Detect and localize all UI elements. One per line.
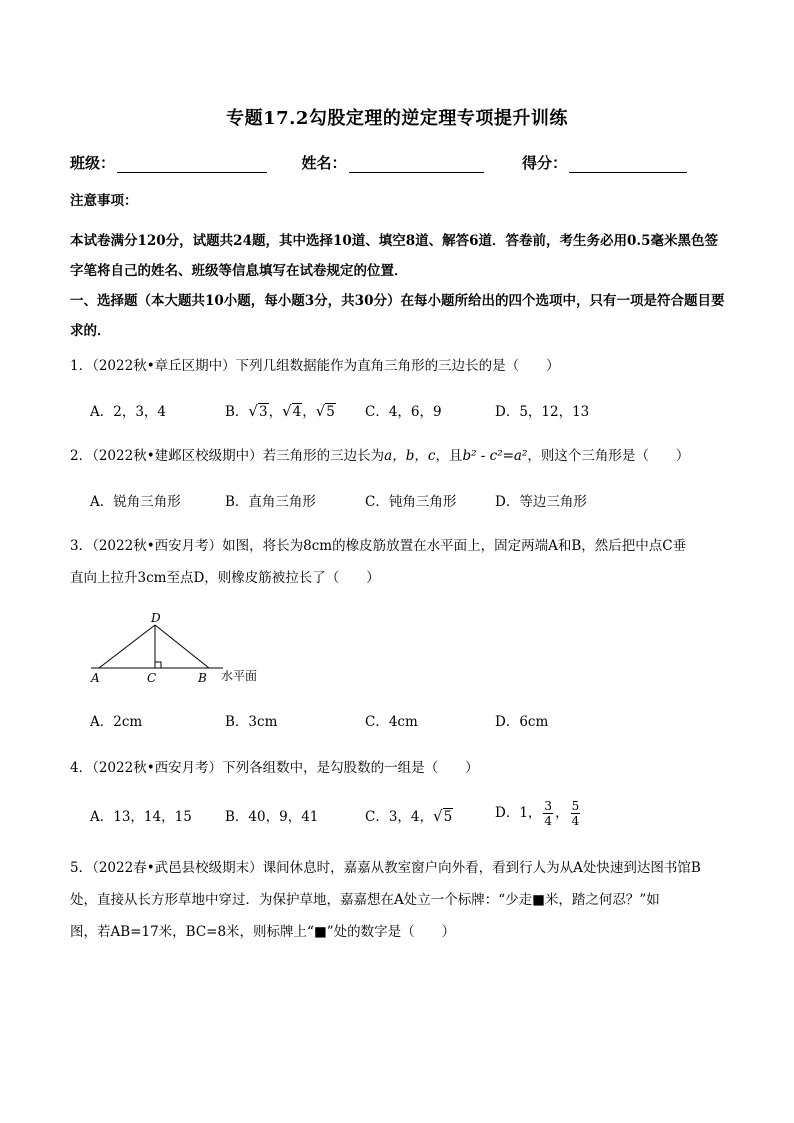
question-2-options — [90, 490, 730, 512]
name-label: 姓名： — [301, 154, 347, 172]
q4-option-b[interactable]: B．40，9，41 — [225, 809, 319, 825]
q3-option-c[interactable]: C．4cm — [365, 714, 418, 730]
question-3-line-2: 直向上拉升3cm至点D，则橡皮筋被拉长了（ ） — [70, 570, 380, 586]
q1-option-d[interactable]: D．5，12，13 — [495, 404, 590, 420]
score-blank[interactable] — [569, 157, 687, 173]
q2-option-d[interactable]: D．等边三角形 — [495, 494, 587, 510]
fraction-3-4: $\frac{3}{4}$ — [544, 799, 553, 828]
student-info-row — [70, 152, 687, 173]
question-4-stem: 4．（2022秋•西安月考）下列各组数中，是勾股数的一组是（ ） — [70, 760, 479, 776]
q1-option-b[interactable]: B．√3，√4，√5 — [225, 402, 335, 420]
q3-option-a[interactable]: A．2cm — [90, 714, 143, 730]
question-4-options — [90, 799, 730, 839]
label-surface: 水平面 — [221, 669, 258, 683]
q4-option-a[interactable]: A．13，14，15 — [90, 809, 192, 825]
question-1-stem: 1．（2022秋•章丘区期中）下列几组数据能作为直角三角形的三边长的是（ ） — [70, 358, 560, 374]
q1-b-prefix: B． — [225, 404, 249, 420]
q3-option-d[interactable]: D．6cm — [495, 714, 549, 730]
q4-option-c[interactable]: C．3，4，√5 — [365, 807, 453, 825]
notice-text: 本试卷满分120分，试题共24题，其中选择10道、填空8道、解答6道．答卷前，考生务必用0.5毫米黑色签字笔将自己的姓名、班级等信息填写在试卷规定的位置． — [70, 233, 719, 279]
class-label: 班级： — [70, 154, 116, 172]
q2-vars: a，b，c — [384, 448, 436, 464]
q4-option-d[interactable]: D．1， $\frac{3}{4}$ ， $\frac{5}{4}$ — [495, 799, 580, 828]
question-3-options — [90, 710, 730, 732]
question-5-line-2: 处，直接从长方形草地中穿过．为保护草地，嘉嘉想在A处立一个标牌：“少走■米，踏之何忍？”如 — [70, 892, 660, 908]
score-label: 得分： — [521, 154, 567, 172]
right-angle-mark — [155, 662, 161, 668]
label-C: C — [147, 671, 157, 685]
q1-option-c[interactable]: C．4，6，9 — [365, 404, 442, 420]
q3-option-b[interactable]: B．3cm — [225, 714, 278, 730]
question-1-options — [90, 400, 730, 422]
notice-heading: 注意事项： — [70, 193, 138, 209]
q2-equation: b² - c²=a² — [462, 448, 528, 464]
question-2-stem: 2．（2022秋•建邺区校级期中）若三角形的三边长为a，b，c，且b² - c²=a²，则这个三角形是（ ） — [70, 448, 690, 464]
name-blank[interactable] — [349, 157, 484, 173]
rubber-band-figure — [85, 612, 285, 688]
sqrt-5-c: √5 — [433, 807, 453, 825]
segment-DB — [155, 625, 209, 668]
fraction-5-4: $\frac{5}{4}$ — [571, 799, 580, 828]
q2-option-b[interactable]: B．直角三角形 — [225, 494, 316, 510]
q2-option-c[interactable]: C．钝角三角形 — [365, 494, 457, 510]
q1-option-a[interactable]: A．2，3，4 — [90, 404, 167, 420]
q2-option-a[interactable]: A．锐角三角形 — [90, 494, 181, 510]
question-5-line-3: 图，若AB=17米，BC=8米，则标牌上“■”处的数字是（ ） — [70, 924, 456, 940]
sqrt-3: √3 — [248, 402, 268, 420]
label-B: B — [198, 671, 207, 685]
label-A: A — [91, 671, 100, 685]
question-3-line-1: 3．（2022秋•西安月考）如图，将长为8cm的橡皮筋放置在水平面上，固定两端A和B，然后把中点C垂 — [70, 538, 687, 554]
question-5-line-1: 5．（2022春•武邑县校级期末）课间休息时，嘉嘉从教室窗户向外看，看到行人为从A处快速到达图书馆B — [70, 860, 701, 876]
segment-AD — [99, 625, 155, 668]
sqrt-5: √5 — [315, 402, 335, 420]
class-blank[interactable] — [117, 157, 267, 173]
section-heading: 一、选择题（本大题共10小题，每小题3分，共30分）在每小题所给出的四个选项中，只有一项是符合题目要求的． — [70, 293, 725, 339]
page-title: 专题17.2勾股定理的逆定理专项提升训练 — [226, 108, 568, 129]
label-D: D — [151, 612, 161, 625]
sqrt-4: √4 — [282, 402, 302, 420]
